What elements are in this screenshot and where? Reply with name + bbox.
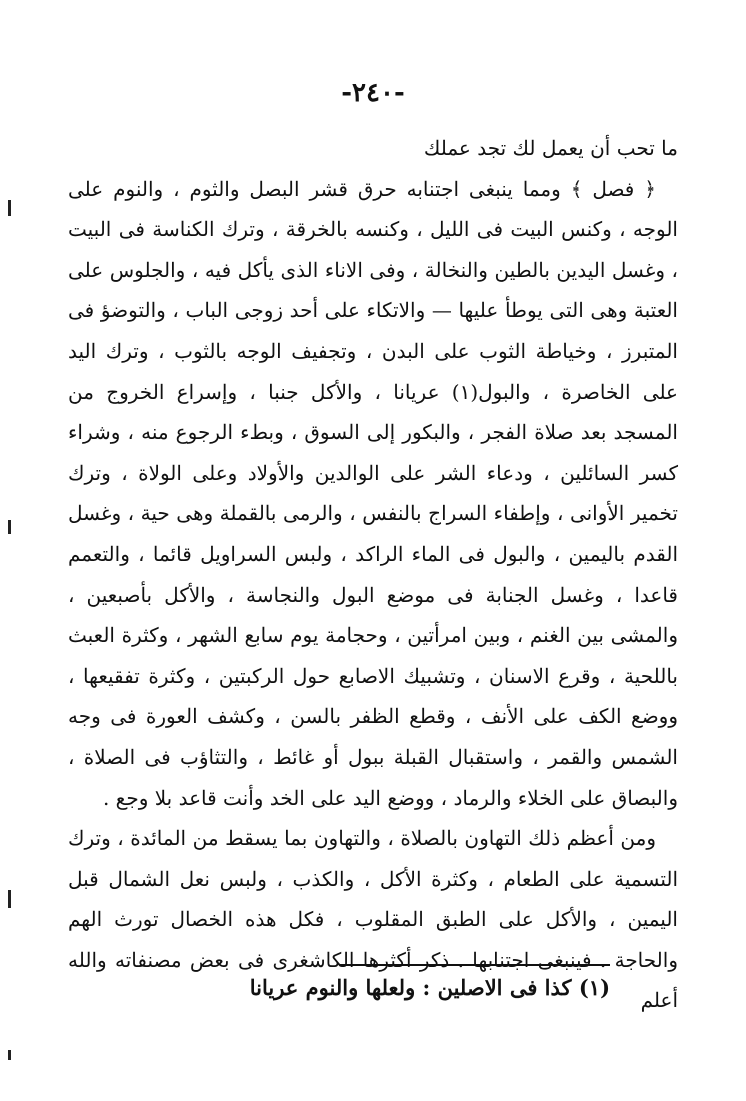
paragraph-continuation: ما تحب أن يعمل لك تجد عملك [423, 136, 678, 160]
page-number: -٢٤٠- [341, 78, 405, 108]
footnote: (١) كذا فى الاصلين : ولعلها والنوم عريانا [249, 975, 610, 1000]
paragraph-fasl: ﴿ فصل ﴾ ومما ينبغى اجتنابه حرق قشر البصل والثوم ، والنوم على الوجه ، وكنس البيت فى الليل ، وكنسه بالخرقة ، وترك الكناسة فى البيت ، وغسل اليدين بالطين والنخالة ، وفى الاناء الذى يأكل فيه ، والجلوس على العتبة وهى التى يوطأ عليها — والاتكاء على أحد زوجى الباب ، والتوضؤ فى المتبرز ، وخياطة الثوب على البدن ، وتجفيف الوجه بالثوب ، وترك اليد على الخاصرة ، والبول(١) عريانا ، والأكل جنبا ، وإسراع الخروج من المسجد بعد صلاة الفجر ، والبكور إلى السوق ، وبطء الرجوع منه ، وشراء كسر السائلين ، ودعاء الشر على الوالدين والأولاد وعلى الولاة ، وترك تخمير الأوانى ، وإطفاء السراج بالنفس ، والرمى بالقملة وهى حية ، وغسل القدم باليمين ، والبول فى الماء الراكد ، ولبس السراويل قائما ، والتعمم قاعدا ، وغسل الجنابة فى موضع البول والنجاسة ، والأكل بأصبعين ، والمشى بين الغنم ، وبين امرأتين ، وحجامة يوم سابع الشهر ، وكثرة العبث باللحية ، وقرع الاسنان ، وتشبيك الاصابع حول الركبتين ، وكثرة تفقيعها ، ووضع الكف على الأنف ، وقطع الظفر بالسن ، وكشف العورة فى وجه الشمس والقمر ، واستقبال القبلة ببول أو غائط ، والتثاؤب فى الصلاة ، والبصاق على الخلاء والرماد ، ووضع اليد على الخد وأنت قاعد بلا وجع . [68, 176, 678, 810]
scan-edge-mark [8, 200, 11, 216]
scan-edge-mark [8, 520, 11, 534]
paragraph-closing: ومن أعظم ذلك التهاون بالصلاة ، والتهاون بما يسقط من المائدة ، وترك التسمية على الطعام ، وكثرة الأكل ، والكذب ، ولبس نعل الشمال قبل اليمين ، والأكل على الطبق المقلوب ، فكل هذه الخصال تورث الهم والحاجة . فينبغى اجتنابها . ذكر أكثرها الكاشغرى فى بعض مصنفاته والله أعلم [68, 826, 678, 1013]
body-text [68, 128, 678, 1021]
scan-edge-mark [8, 1050, 11, 1060]
footnote-rule [340, 964, 610, 966]
scan-edge-mark [8, 890, 11, 908]
